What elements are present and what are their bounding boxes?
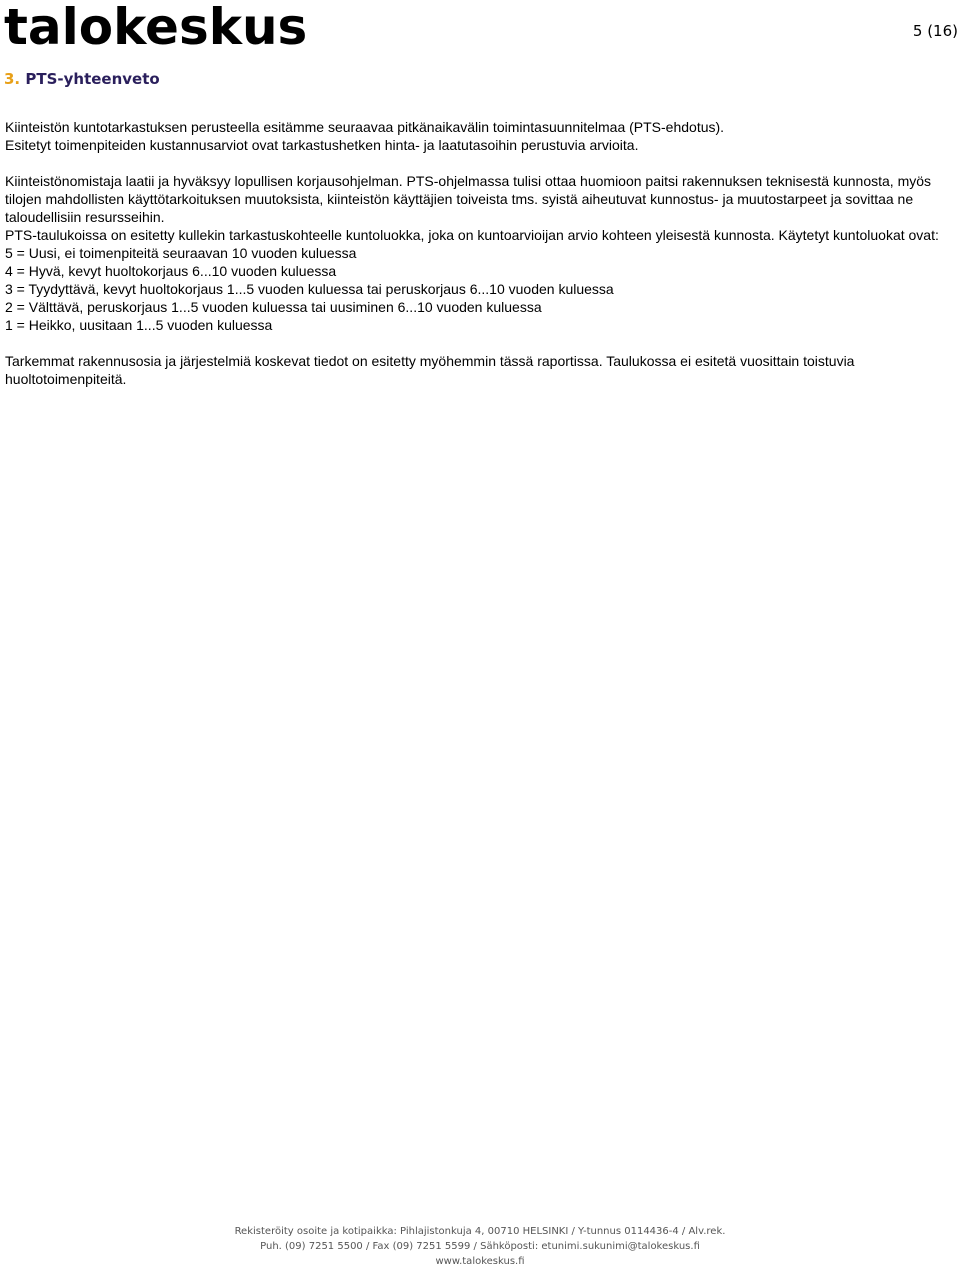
talokeskus-logo: talokeskus <box>4 0 308 56</box>
paragraph-details: Tarkemmat rakennusosia ja järjestelmiä koskevat tiedot on esitetty myöhemmin tässä raportissa. Taulukossa ei esitetä vuosittain toistuvia huoltotoimenpiteitä. <box>5 353 855 387</box>
paragraph-condition-classes: PTS-taulukoissa on esitetty kullekin tarkastuskohteelle kuntoluokka, joka on kuntoarvioijan arvio kohteen yleisestä kunnosta. Käytetyt kuntoluokat ovat: <box>5 227 939 243</box>
body-text <box>5 118 955 388</box>
condition-class-1: 1 = Heikko, uusitaan 1...5 vuoden kuluessa <box>5 317 273 333</box>
paragraph-repair-program: Kiinteistönomistaja laatii ja hyväksyy lopullisen korjausohjelman. PTS-ohjelmassa tulisi ottaa huomioon paitsi rakennuksen teknisestä kunnosta, myös tilojen mahdollisten käyttötarkoituksen muutoksista, kiinteistön käyttäjien toiveista tms. syistä aiheutuvat kunnostus- ja muutostarpeet ja sovittaa ne taloudellisiin resursseihin. <box>5 173 932 225</box>
condition-class-3: 3 = Tyydyttävä, kevyt huoltokorjaus 1...5 vuoden kuluessa tai peruskorjaus 6...10 vuoden kuluessa <box>5 281 614 297</box>
condition-class-4: 4 = Hyvä, kevyt huoltokorjaus 6...10 vuoden kuluessa <box>5 263 337 279</box>
footer-address: Rekisteröity osoite ja kotipaikka: Pihlajistonkuja 4, 00710 HELSINKI / Y-tunnus 0114436-4 / Alv.rek. <box>234 1226 726 1237</box>
footer-contact: Puh. (09) 7251 5500 / Fax (09) 7251 5599 / Sähköposti: etunimi.sukunimi@talokeskus.fi <box>260 1241 700 1252</box>
page-footer <box>0 1224 960 1269</box>
section-heading <box>4 70 160 88</box>
paragraph-intro-line2: Esitetyt toimenpiteiden kustannusarviot ovat tarkastushetken hinta- ja laatutasoihin perustuvia arvioita. <box>5 137 639 153</box>
section-title: PTS-yhteenveto <box>25 70 160 88</box>
page-number: 5 (16) <box>912 22 958 40</box>
paragraph-intro-line1: Kiinteistön kuntotarkastuksen perusteella esitämme seuraavaa pitkänaikavälin toimintasuunnitelmaa (PTS-ehdotus). <box>5 119 725 135</box>
footer-website: www.talokeskus.fi <box>435 1256 525 1267</box>
condition-class-2: 2 = Välttävä, peruskorjaus 1...5 vuoden kuluessa tai uusiminen 6...10 vuoden kuluessa <box>5 299 542 315</box>
section-number: 3. <box>4 70 21 88</box>
condition-class-5: 5 = Uusi, ei toimenpiteitä seuraavan 10 vuoden kuluessa <box>5 245 357 261</box>
